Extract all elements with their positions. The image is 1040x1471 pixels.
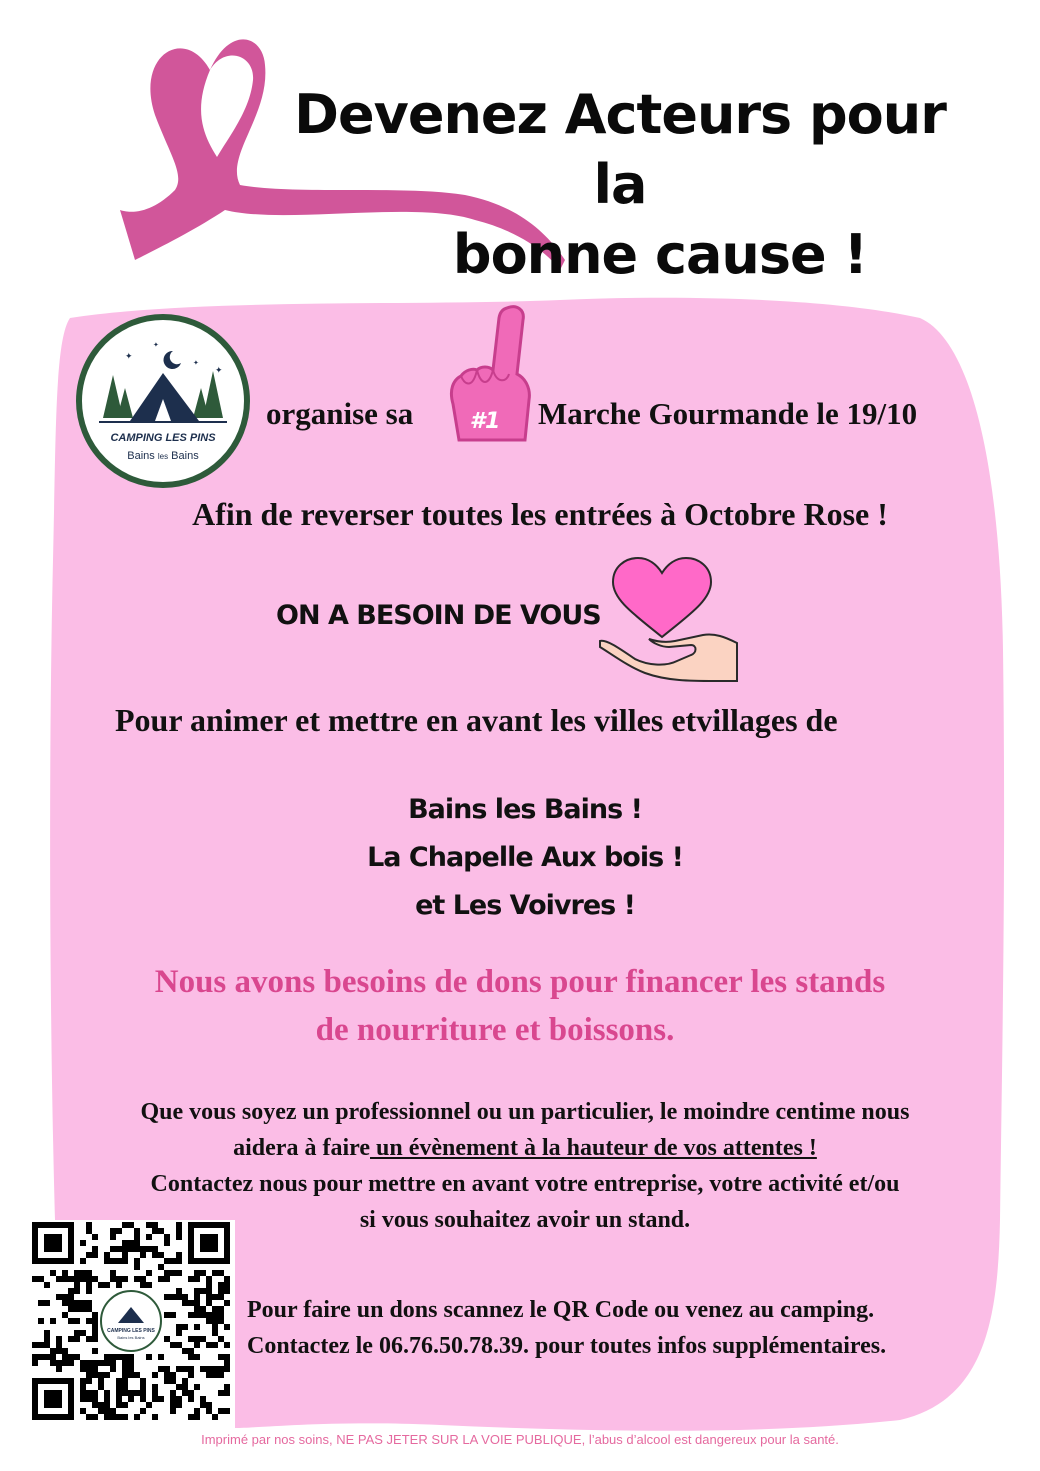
- foam-finger-icon: [447, 304, 537, 442]
- body-line-2-prefix: aidera à faire: [233, 1135, 370, 1161]
- villages-list: [300, 786, 750, 930]
- svg-text:✦: ✦: [215, 365, 223, 375]
- intro-event: Marche Gourmande le 19/10: [538, 396, 918, 431]
- contact-line-2: Contactez le 06.76.50.78.39. pour toutes infos supplémentaires.: [247, 1333, 887, 1359]
- logo-place-3: Bains: [171, 450, 199, 462]
- svg-text:Bains les Bains: [127, 450, 199, 462]
- qr-finder-pattern: [35, 1225, 71, 1261]
- village-item: La Chapelle Aux bois !: [367, 842, 683, 873]
- body-line-3: Contactez nous pour mettre en avant votre entreprise, votre activité et/ou: [150, 1171, 900, 1197]
- contact-line-1: Pour faire un dons scannez le QR Code ou venez au camping.: [247, 1297, 875, 1323]
- title-line-2: bonne cause !: [452, 223, 868, 287]
- body-line-4: si vous souhaitez avoir un stand.: [359, 1207, 691, 1233]
- body-line-2: [60, 1130, 990, 1166]
- need-you-heading: ON A BESOIN DE VOUS: [276, 600, 601, 631]
- heart-in-hand-icon: [595, 555, 745, 685]
- camping-logo: [75, 313, 251, 489]
- animate-text: Pour animer et mettre en avant les villes etvillages de: [115, 702, 838, 738]
- svg-text:✦: ✦: [153, 341, 159, 349]
- logo-place-2: les: [157, 452, 169, 461]
- svg-text:✦: ✦: [125, 351, 133, 361]
- purpose-text: Afin de reverser toutes les entrées à Octobre Rose !: [192, 496, 888, 532]
- title-line-1: Devenez Acteurs pour la: [294, 83, 946, 217]
- qr-finder-pattern: [191, 1225, 227, 1261]
- donations-line-2: de nourriture et boissons.: [315, 1012, 675, 1048]
- contact-text: [247, 1292, 886, 1364]
- logo-name: CAMPING LES PINS: [110, 432, 216, 444]
- intro-organise: organise sa: [266, 396, 414, 431]
- svg-text:✦: ✦: [193, 359, 199, 367]
- foam-finger-label: #1: [469, 409, 501, 434]
- qr-logo-name: CAMPING LES PINS: [107, 1328, 155, 1334]
- village-item: et Les Voivres !: [415, 890, 635, 921]
- qr-code[interactable]: [32, 1222, 230, 1420]
- donations-line-1: Nous avons besoins de dons pour financer les stands: [154, 964, 886, 1000]
- donations-text: [70, 958, 970, 1054]
- qr-logo-place: Bains les Bains: [117, 1335, 145, 1340]
- footer-disclaimer: Imprimé par nos soins, NE PAS JETER SUR LA VOIE PUBLIQUE, l’abus d’alcool est dangereux pour la santé.: [201, 1432, 839, 1447]
- body-text: [60, 1094, 990, 1238]
- logo-place-1: Bains: [127, 450, 155, 462]
- village-item: Bains les Bains !: [408, 794, 642, 825]
- qr-finder-pattern: [35, 1381, 71, 1417]
- body-line-1: Que vous soyez un professionnel ou un particulier, le moindre centime nous: [140, 1099, 910, 1125]
- body-line-2-underlined: un évènement à la hauteur de vos attentes !: [370, 1135, 817, 1161]
